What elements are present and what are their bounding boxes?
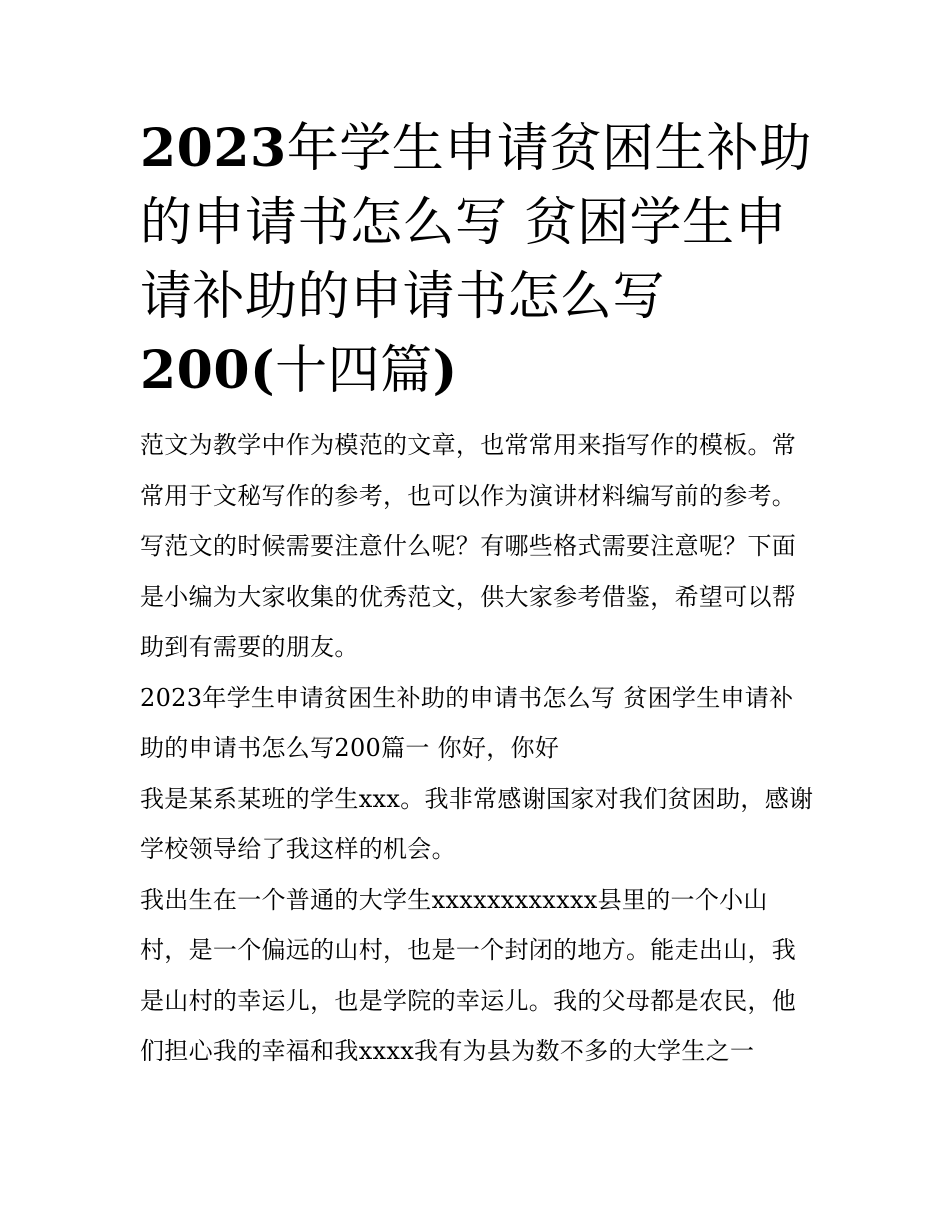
document-page	[140, 112, 815, 1077]
body-paragraph-1: 我是某系某班的学生xxx。我非常感谢国家对我们贫困助，感谢学校领导给了我这样的机会。	[140, 784, 814, 863]
intro-paragraph: 范文为教学中作为模范的文章，也常常用来指写作的模板。常常用于文秘写作的参考，也可以作为演讲材料编写前的参考。写范文的时候需要注意什么呢？有哪些格式需要注意呢？下面是小编为大家收集的优秀范文，供大家参考借鉴，希望可以帮助到有需要的朋友。	[140, 431, 797, 661]
title-count: 十四篇	[275, 341, 433, 401]
title-number: 200(	[140, 340, 276, 401]
title-close-paren: )	[432, 340, 458, 401]
title-year: 2023	[140, 118, 287, 179]
section-heading-paragraph: 2023年学生申请贫困生补助的申请书怎么写 贫困学生申请补助的申请书怎么写200篇一 你好，你好	[140, 683, 794, 762]
document-title	[140, 112, 815, 408]
title-main: 年学生申请贫困生补助的申请书怎么写 贫困学生申请补助的申请书怎么写	[140, 119, 812, 327]
body-paragraph-2: 我出生在一个普通的大学生xxxxxxxxxxxx县里的一个小山村，是一个偏远的山村，也是一个封闭的地方。能走出山，我是山村的幸运儿，也是学院的幸运儿。我的父母都是农民，他们担心我的幸福和我xxxx我有为县为数不多的大学生之一	[140, 885, 797, 1065]
